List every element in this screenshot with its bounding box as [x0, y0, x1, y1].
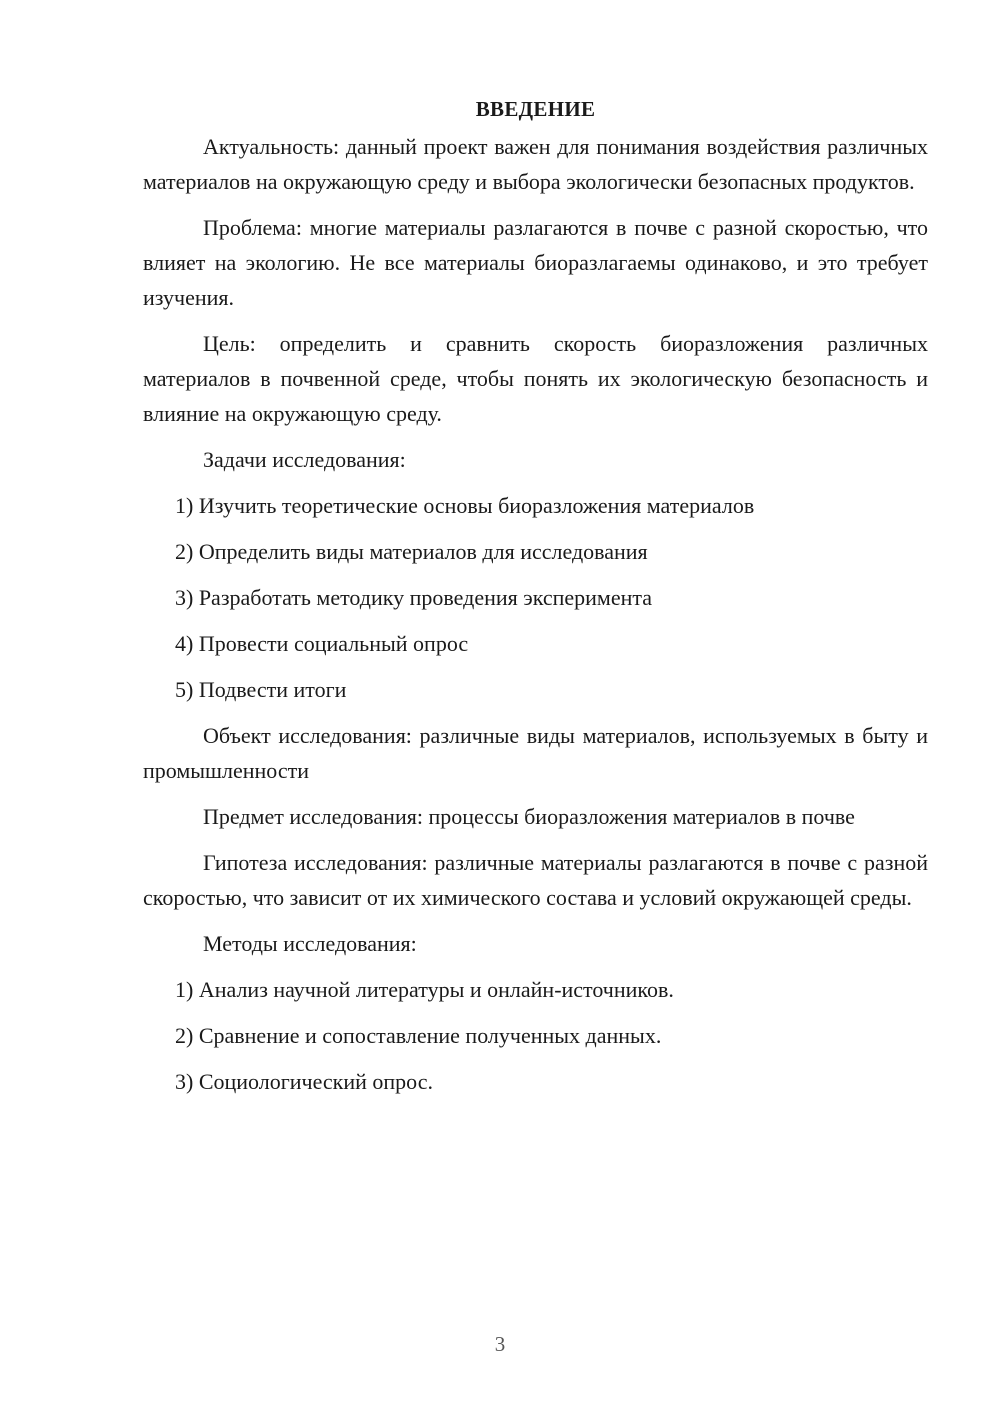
- method-item: 3) Социологический опрос.: [175, 1069, 433, 1094]
- section-heading: ВВЕДЕНИЕ: [475, 97, 596, 121]
- tasks-list: [143, 488, 928, 707]
- task-item: 3) Разработать методику проведения эксперимента: [175, 585, 653, 610]
- object-paragraph: Объект исследования: различные виды материалов, используемых в быту и промышленности: [143, 723, 928, 783]
- page-number: 3: [494, 1332, 506, 1356]
- methods-title: Методы исследования:: [203, 931, 417, 956]
- method-item: 2) Сравнение и сопоставление полученных данных.: [175, 1023, 662, 1048]
- page-content: [143, 92, 928, 1110]
- task-item: 5) Подвести итоги: [175, 677, 347, 702]
- subject-paragraph: Предмет исследования: процессы биоразложения материалов в почве: [203, 804, 855, 829]
- method-item: 1) Анализ научной литературы и онлайн-источников.: [175, 977, 674, 1002]
- task-item: 2) Определить виды материалов для исследования: [175, 539, 648, 564]
- relevance-paragraph: Актуальность: данный проект важен для понимания воздействия различных материалов на окружающую среду и выбора экологически безопасных продуктов.: [143, 134, 928, 194]
- problem-paragraph: Проблема: многие материалы разлагаются в почве с разной скоростью, что влияет на экологию. Не все материалы биоразлагаемы одинаково, и это требует изучения.: [143, 215, 928, 310]
- goal-paragraph: Цель: определить и сравнить скорость биоразложения различных материалов в почвенной среде, чтобы понять их экологическую безопасность и влияние на окружающую среду.: [143, 331, 928, 426]
- hypothesis-paragraph: Гипотеза исследования: различные материалы разлагаются в почве с разной скоростью, что зависит от их химического состава и условий окружающей среды.: [143, 850, 928, 910]
- methods-list: [143, 972, 928, 1099]
- task-item: 4) Провести социальный опрос: [175, 631, 469, 656]
- tasks-title: Задачи исследования:: [203, 447, 406, 472]
- task-item: 1) Изучить теоретические основы биоразложения материалов: [175, 493, 755, 518]
